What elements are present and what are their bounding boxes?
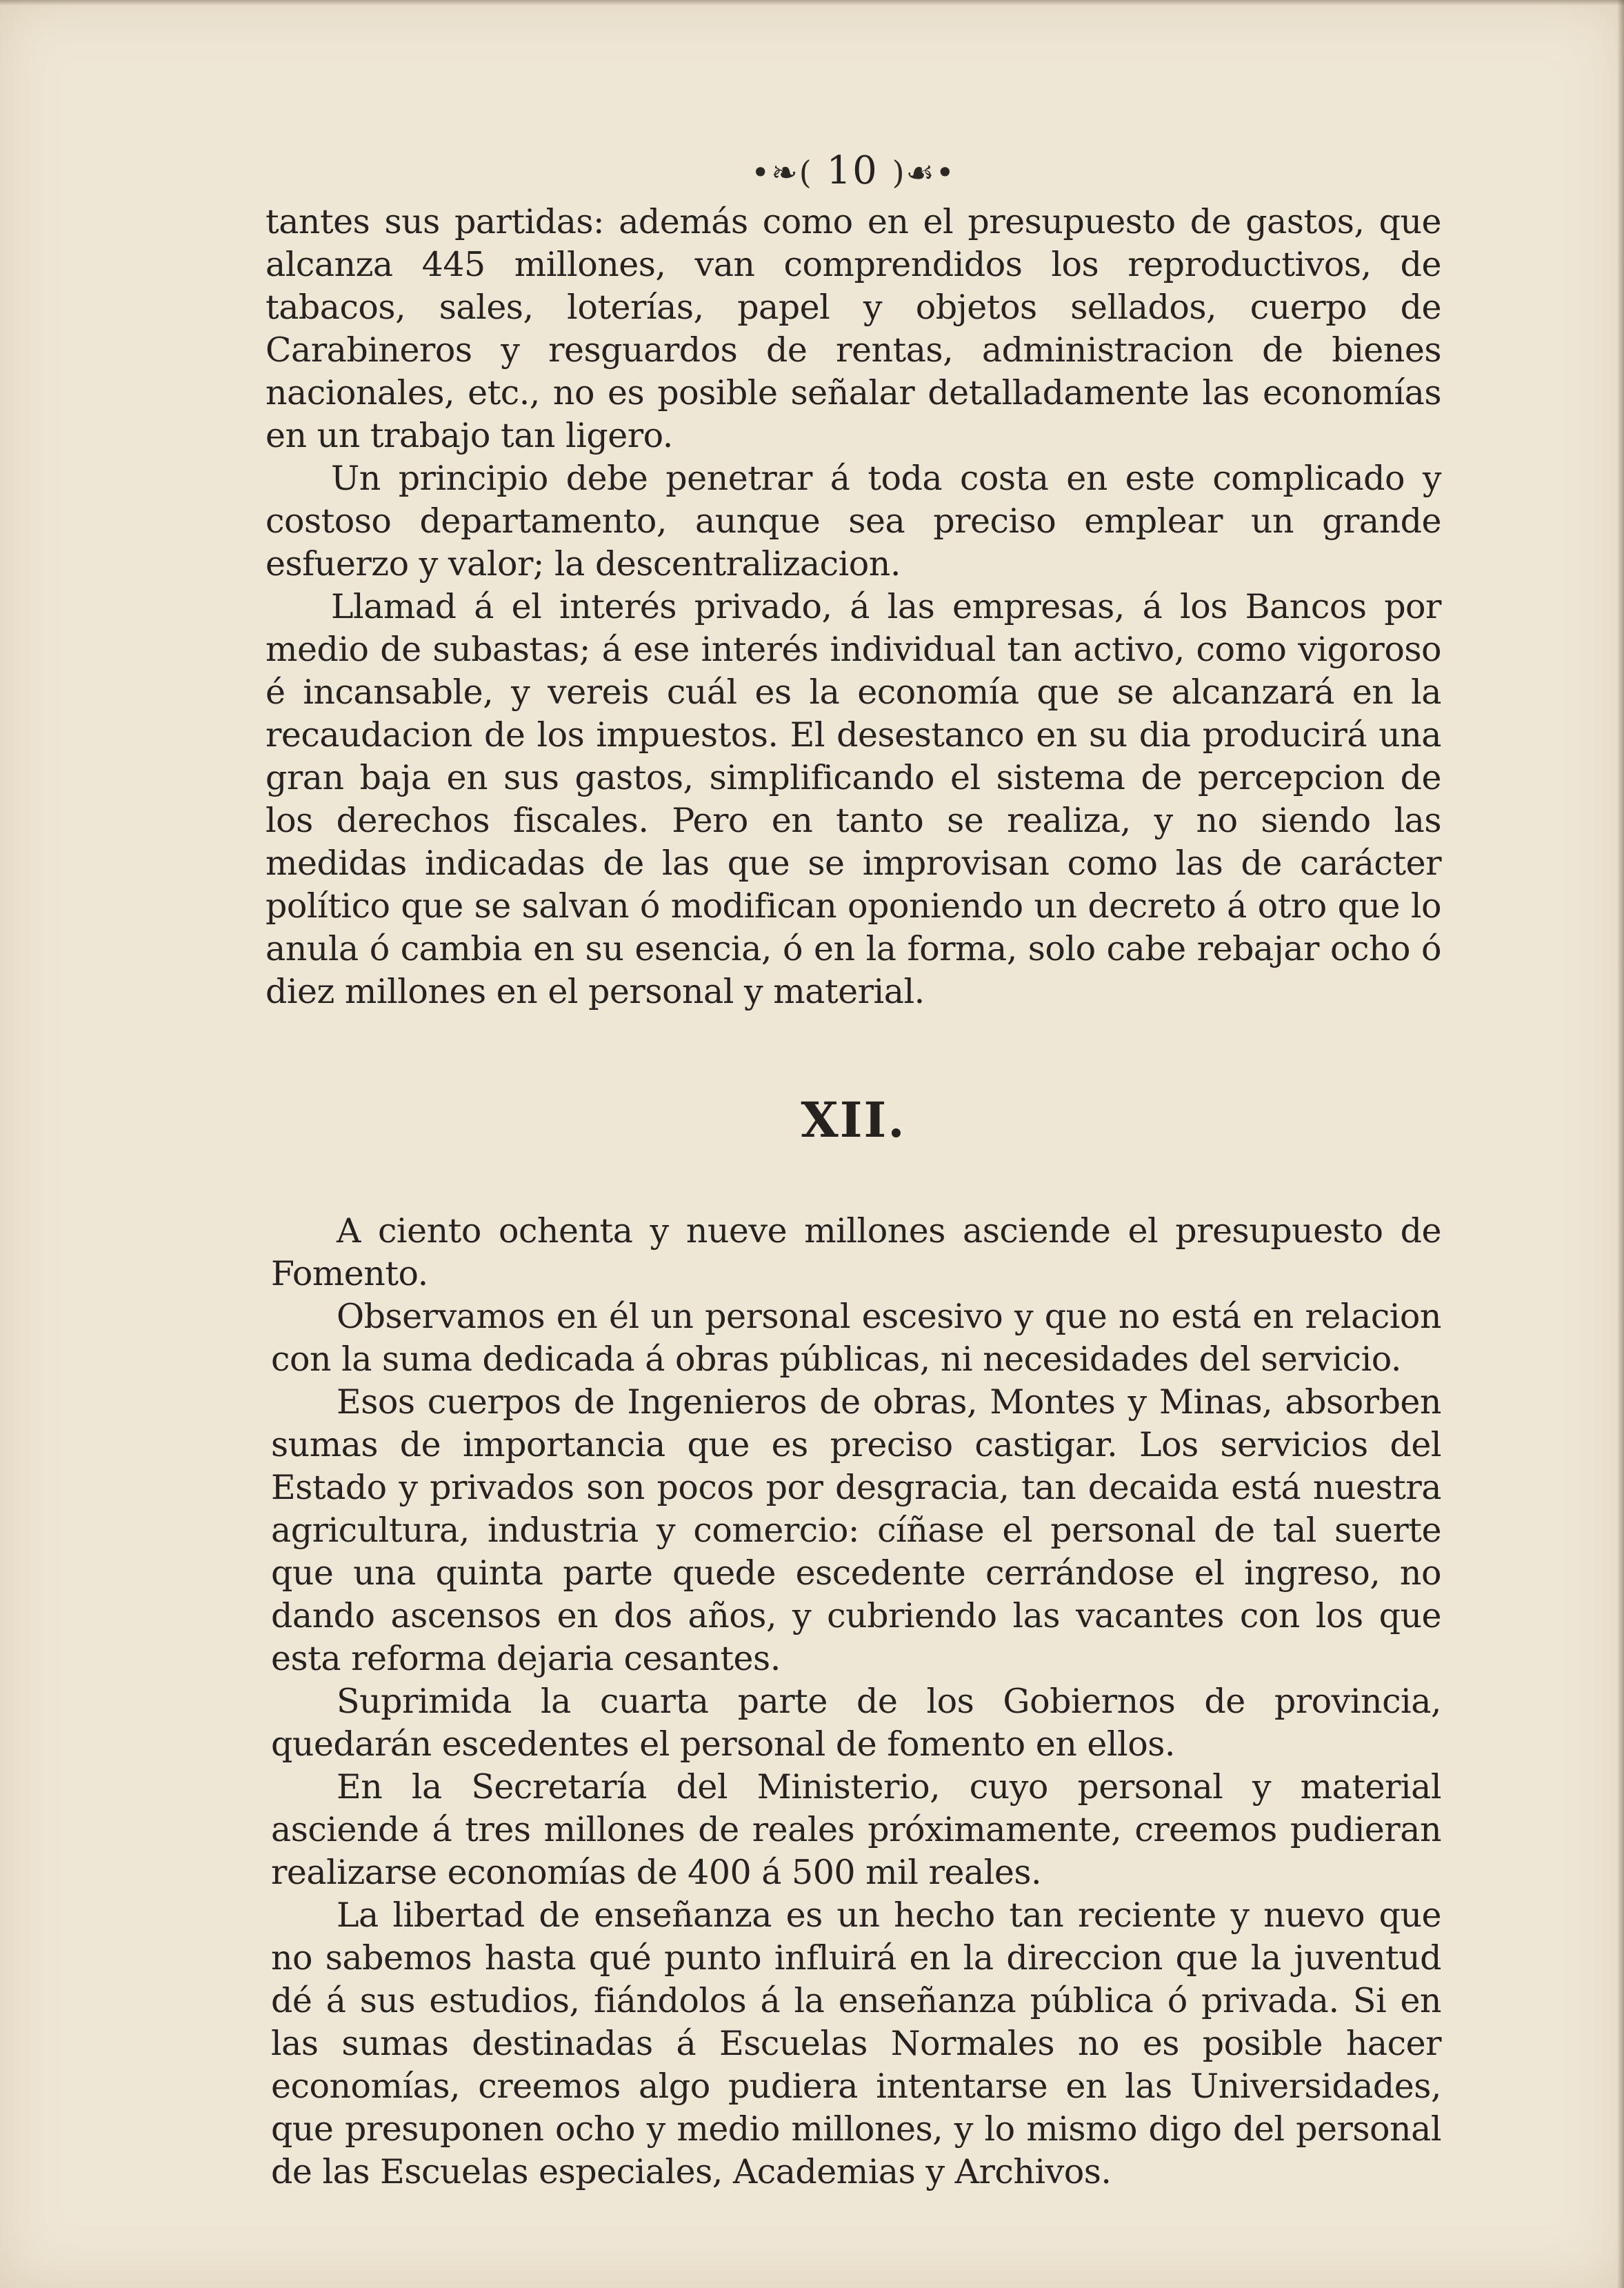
paragraph: Suprimida la cuarta parte de los Gobiernos de provincia, quedarán escedentes el personal de fomento en ellos. (271, 1682, 1441, 1764)
header-left-ornament: •❧( (751, 154, 813, 191)
paragraph: tantes sus partidas: además como en el presupuesto de gastos, que alcanza 445 millones, van comprendidos los reproductivos, de tabacos, sales, loterías, papel y objetos sellados, cuerpo de Carabineros y resguardos de rentas, administracion de bienes nacionales, etc., no es posible señalar detalladamente las economías en un trabajo tan ligero. (265, 202, 1441, 455)
page-header (265, 141, 1441, 201)
section-xii-body (265, 1210, 1441, 2194)
section-xi-continuation (265, 201, 1441, 1013)
paragraph: A ciento ochenta y nueve millones asciende el presupuesto de Fomento. (271, 1211, 1441, 1293)
header-right-ornament: )☙• (892, 154, 956, 191)
paragraph: La libertad de enseñanza es un hecho tan reciente y nuevo que no sabemos hasta qué punto influirá en la direccion que la juventud dé á sus estudios, fiándolos á la enseñanza pública ó privada. Si en las sumas destinadas á Escuelas Normales no es posible hacer economías, creemos algo pudiera intentarse en las Universidades, que presuponen ocho y medio millones, y lo mismo digo del personal de las Escuelas especiales, Academias y Archivos. (271, 1896, 1441, 2191)
paragraph: Esos cuerpos de Ingenieros de obras, Montes y Minas, absorben sumas de importancia que es preciso castigar. Los servicios del Estado y privados son pocos por desgracia, tan decaida está nuestra agricultura, industria y comercio: cíñase el personal de tal suerte que una quinta parte quede escedente cerrándose el ingreso, no dando ascensos en dos años, y cubriendo las vacantes con los que esta reforma dejaria cesantes. (271, 1382, 1441, 1678)
paragraph: Llamad á el interés privado, á las empresas, á los Bancos por medio de subastas; á ese interés individual tan activo, como vigoroso é incansable, y vereis cuál es la economía que se alcanzará en la recaudacion de los impuestos. El desestanco en su dia producirá una gran baja en sus gastos, simplificando el sistema de percepcion de los derechos fiscales. Pero en tanto se realiza, y no siendo las medidas indicadas de las que se improvisan como las de carácter político que se salvan ó modifican oponiendo un decreto á otro que lo anula ó cambia en su esencia, ó en la forma, solo cabe rebajar ocho ó diez millones en el personal y material. (265, 587, 1441, 1011)
section-heading: XII. (801, 1091, 906, 1148)
paragraph: Un principio debe penetrar á toda costa en este complicado y costoso departamento, aunque sea preciso emplear un grande esfuerzo y valor; la descentralizacion. (265, 459, 1441, 584)
page-content (265, 141, 1441, 2194)
page-number: 10 (826, 148, 879, 193)
page-right-edge (1617, 0, 1624, 2288)
paragraph: Observamos en él un personal escesivo y que no está en relacion con la suma dedicada á obras públicas, ni necesidades del servicio. (271, 1297, 1441, 1379)
page-top-edge (0, 0, 1624, 6)
paragraph: En la Secretaría del Ministerio, cuyo personal y material asciende á tres millones de reales próximamente, creemos pudieran realizarse economías de 400 á 500 mil reales. (271, 1767, 1441, 1892)
